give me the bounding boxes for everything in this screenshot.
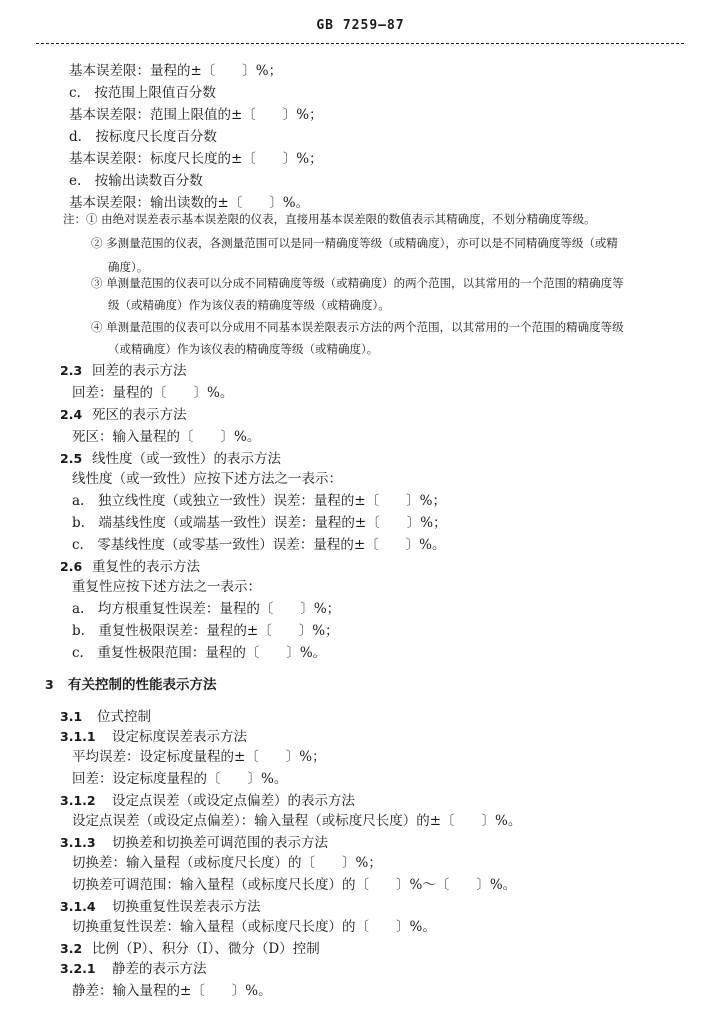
text-line: 基本误差限：范围上限值的±〔 〕%；: [69, 107, 323, 123]
section-heading: 重复性的表示方法: [92, 559, 200, 575]
section-heading: 设定标度误差表示方法: [112, 729, 247, 745]
section-number: 3.1.1: [60, 729, 96, 744]
list-item: b. 端基线性度（或端基一致性）误差：量程的±〔 〕%；: [72, 515, 447, 531]
text-line: 基本误差限：标度尺长度的±〔 〕%；: [69, 151, 323, 167]
section-number: 3.1.3: [60, 835, 96, 850]
section-heading: 死区的表示方法: [92, 407, 187, 423]
text-line: 切换重复性误差：输入量程（或标度尺长度）的〔 〕%。: [72, 919, 436, 935]
text-line: 基本误差限：量程的±〔 〕%；: [69, 63, 283, 79]
list-item: a. 均方根重复性误差：量程的〔 〕%；: [72, 601, 341, 617]
section-number: 2.3: [60, 363, 83, 378]
section-heading: 切换重复性误差表示方法: [112, 899, 261, 915]
note-line: 级（或精确度）作为该仪表的精确度等级（或精确度）。: [108, 298, 390, 312]
list-item: c. 零基线性度（或零基一致性）误差：量程的±〔 〕%。: [72, 537, 446, 553]
section-number: 3.1.4: [60, 899, 96, 914]
section-heading: 线性度（或一致性）的表示方法: [92, 451, 281, 467]
section-number: 3.2: [60, 941, 83, 956]
note-line: ② 多测量范围的仪表，各测量范围可以是同一精确度等级（或精确度），亦可以是不同精确度等级（或精: [91, 236, 618, 250]
text-line: 切换差：输入量程（或标度尺长度）的〔 〕%；: [72, 855, 382, 871]
section-heading: 比例（P）、积分（I）、微分（D）控制: [92, 941, 320, 957]
section-heading: 切换差和切换差可调范围的表示方法: [112, 835, 328, 851]
text-line: 平均误差：设定标度量程的±〔 〕%；: [72, 749, 326, 765]
section-number: 2.6: [60, 559, 83, 574]
note-line: ④ 单测量范围的仪表可以分成用不同基本误差限表示方法的两个范围，以其常用的一个范围的精确度等级: [91, 320, 624, 334]
list-item: c. 重复性极限范围：量程的〔 〕%。: [72, 645, 327, 661]
list-item: b. 重复性极限误差：量程的±〔 〕%；: [72, 623, 339, 639]
note-line: 注：① 由绝对误差表示基本误差限的仪表，直接用基本误差限的数值表示其精确度，不划分精确度等级。: [63, 212, 596, 226]
list-item: e. 按输出读数百分数: [69, 173, 203, 189]
chapter-heading: 有关控制的性能表示方法: [68, 677, 217, 693]
section-number: 2.5: [60, 451, 83, 466]
text-line: 基本误差限：输出读数的±〔 〕%。: [69, 195, 310, 211]
note-line: （或精确度）作为该仪表的精确度等级（或精确度）。: [108, 342, 379, 356]
header-divider: [36, 43, 684, 44]
text-line: 回差：设定标度量程的〔 〕%。: [72, 771, 288, 787]
list-item: a. 独立线性度（或独立一致性）误差：量程的±〔 〕%；: [72, 493, 446, 509]
text-line: 静差：输入量程的±〔 〕%。: [72, 983, 272, 999]
section-number: 3.2.1: [60, 961, 96, 976]
section-number: 2.4: [60, 407, 83, 422]
list-item: d. 按标度尺长度百分数: [69, 129, 217, 145]
note-line: 确度）。: [108, 260, 149, 274]
section-heading: 静差的表示方法: [112, 961, 207, 977]
chapter-number: 3: [45, 677, 54, 692]
section-heading: 设定点误差（或设定点偏差）的表示方法: [112, 793, 355, 809]
section-heading: 位式控制: [97, 709, 151, 725]
text-line: 线性度（或一致性）应按下述方法之一表示：: [72, 471, 342, 487]
text-line: 回差：量程的〔 〕%。: [72, 385, 234, 401]
section-number: 3.1: [60, 709, 83, 724]
list-item: c. 按范围上限值百分数: [69, 85, 216, 101]
section-number: 3.1.2: [60, 793, 96, 808]
text-line: 重复性应按下述方法之一表示：: [72, 579, 261, 595]
text-line: 切换差可调范围：输入量程（或标度尺长度）的〔 〕%～〔 〕%。: [72, 877, 517, 893]
note-line: ③ 单测量范围的仪表可以分成不同精确度等级（或精确度）的两个范围，以其常用的一个范围的精确度等: [91, 276, 624, 290]
section-heading: 回差的表示方法: [92, 363, 187, 379]
text-line: 死区：输入量程的〔 〕%。: [72, 429, 261, 445]
text-line: 设定点误差（或设定点偏差）：输入量程（或标度尺长度）的±〔 〕%。: [72, 813, 522, 829]
page-header: GB 7259—87: [316, 18, 405, 33]
